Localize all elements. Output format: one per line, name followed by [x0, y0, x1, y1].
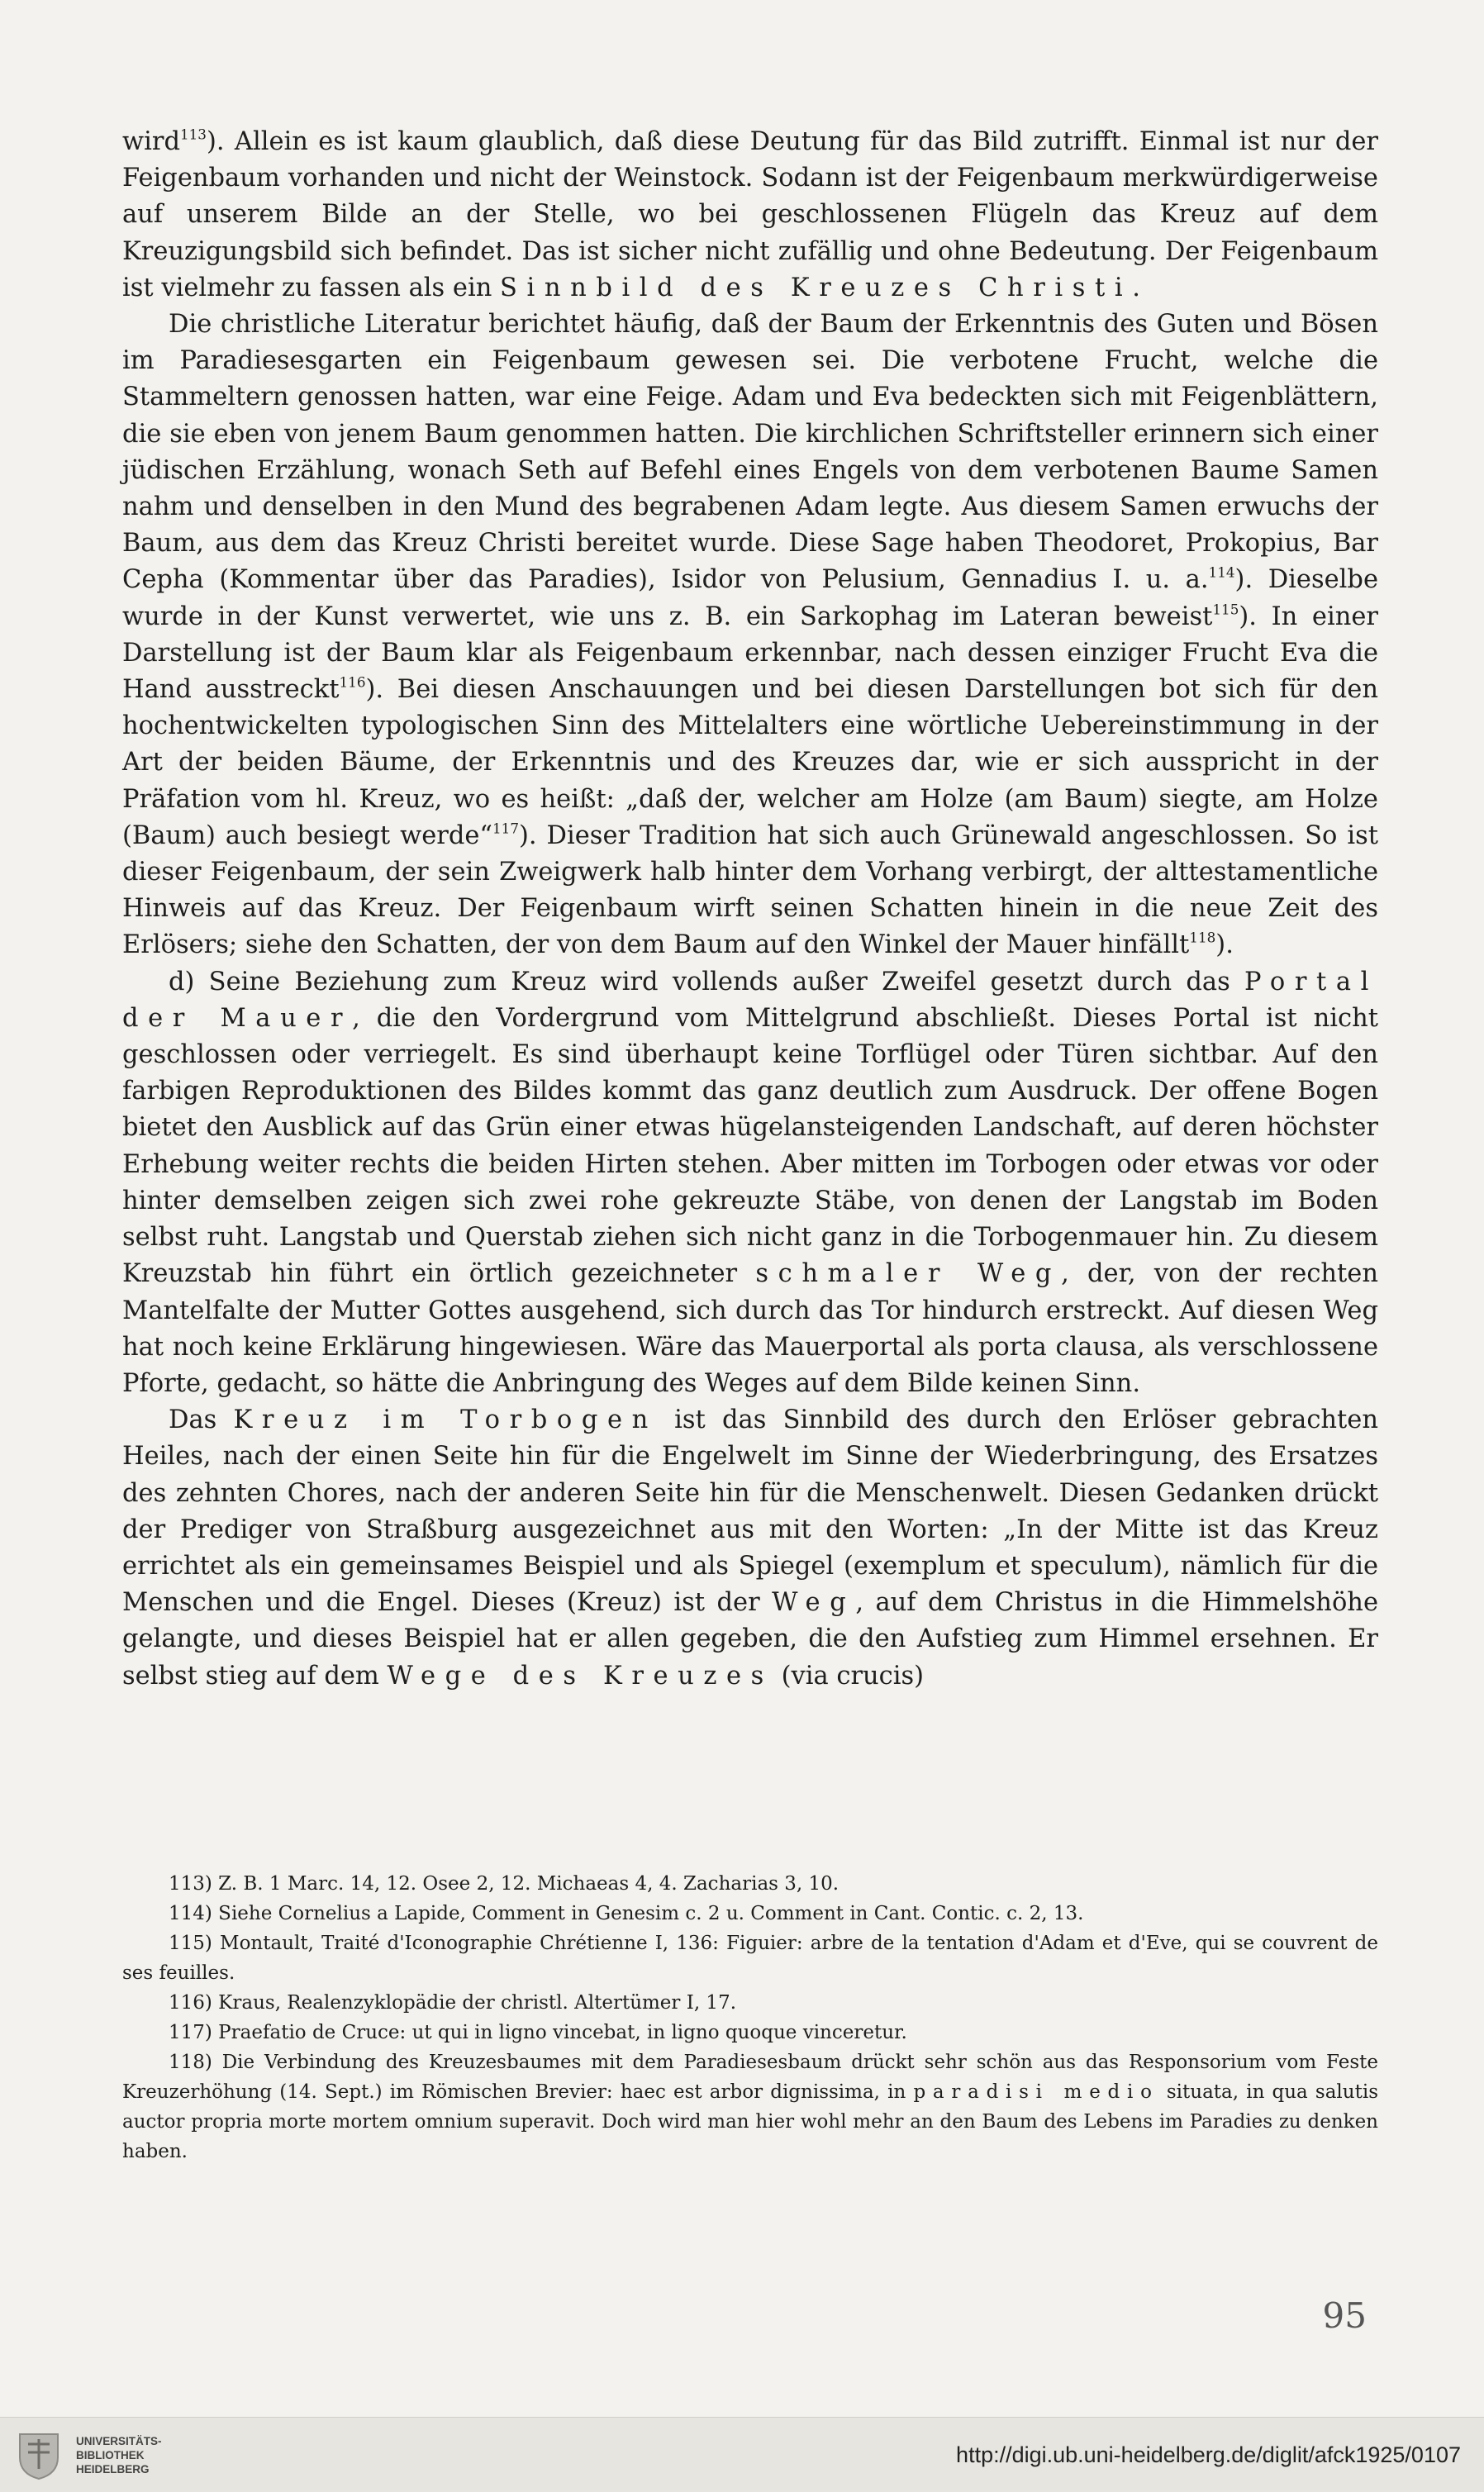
page-number: 95 [1322, 2295, 1367, 2336]
spaced-emphasis: Sinnbild des Kreuzes Christi [500, 273, 1133, 302]
spaced-emphasis: Kreuz im Torbogen [233, 1405, 658, 1435]
spaced-emphasis: paradisi medio [913, 2081, 1159, 2103]
viewer-footer [0, 2417, 1484, 2492]
spaced-emphasis: Weg [772, 1588, 856, 1618]
footnote-ref: 118 [1189, 929, 1216, 946]
university-seal-logo [17, 2429, 61, 2480]
footnote-115: 115) Montault, Traité d'Iconographie Chrétienne I, 136: Figuier: arbre de la tentation d'Adam et d'Eve, qui se couvrent de ses feuilles. [122, 1933, 1378, 1984]
spaced-emphasis: schmaler Weg [755, 1259, 1062, 1289]
footnotes [122, 1869, 1378, 2166]
footnote-ref: 114 [1208, 564, 1235, 581]
paragraph-1: wird$^{113}$). Allein es ist kaum glaublich, daß diese Deutung für das Bild zutrifft. Einmal ist nur der Feigenbaum vorhanden und nicht der Weinstock. Sodann ist der Feigenbaum merkwürdigerweise auf unserem Bilde an der Stelle, wo bei geschlossenen Flügeln das Kreuz auf dem Kreuzigungsbild sich befindet. Das ist sicher nicht zufällig und ohne Bedeutung. Der Feigenbaum ist vielmehr zu fassen als ein Sinnbild des Kreuzes Christi. [122, 126, 1378, 302]
footnote-ref: 115 [1212, 601, 1239, 618]
spaced-emphasis: Portal der Mauer [122, 967, 1378, 1033]
footnote-ref: 113 [179, 126, 207, 143]
footnote-ref: 116 [339, 673, 366, 691]
paragraph-4: Das Kreuz im Torbogen ist das Sinnbild des durch den Erlöser gebrachten Heiles, nach der einen Seite hin für die Engelwelt im Sinne der Wiederbringung, des Ersatzes des zehnten Chores, nach der anderen Seite hin für die Menschenwelt. Diesen Gedanken drückt der Prediger von Straßburg ausgezeichnet aus mit den Worten: „In der Mitte ist das Kreuz errichtet als ein gemeinsames Beispiel und als Spiegel (exemplum et speculum), nämlich für die Menschen und die Engel. Dieses (Kreuz) ist der Weg, auf dem Christus in die Himmelshöhe gelangte, und dieses Beispiel hat er allen gegeben, die den Aufstieg zum Himmel ersehnen. Er selbst stieg auf dem Wege des Kreuzes (via crucis) [122, 1405, 1378, 1691]
library-name: UNIVERSITÄTS- BIBLIOTHEK HEIDELBERG [76, 2435, 162, 2475]
footnote-116: 116) Kraus, Realenzyklopädie der christl. Altertümer I, 17. [169, 1992, 737, 2014]
footnote-113: 113) Z. B. 1 Marc. 14, 12. Osee 2, 12. Michaeas 4, 4. Zacharias 3, 10. [169, 1873, 840, 1895]
spaced-emphasis: Wege des Kreuzes [387, 1661, 773, 1691]
footnote-ref: 117 [492, 820, 520, 837]
body-text [122, 124, 1378, 1695]
footnote-118: 118) Die Verbindung des Kreuzesbaumes mit dem Paradiesesbaum drückt sehr schön aus das Responsorium vom Feste Kreuzerhöhung (14. Sept.) im Römischen Brevier: haec est arbor dignissima, in paradisi medio situata, in qua salutis auctor propria morte mortem omnium superavit. Doch wird man hier wohl mehr an den Baum des Lebens im Paradies zu denken haben. [122, 2052, 1379, 2162]
footnote-117: 117) Praefatio de Cruce: ut qui in ligno vincebat, in ligno quoque vinceretur. [169, 2022, 907, 2043]
footnote-114: 114) Siehe Cornelius a Lapide, Comment in Genesim c. 2 u. Comment in Cant. Contic. c. 2, 13. [169, 1903, 1084, 1924]
source-url[interactable]: http://digi.ub.uni-heidelberg.de/diglit/afck1925/0107 [956, 2442, 1461, 2467]
paragraph-2: Die christliche Literatur berichtet häufig, daß der Baum der Erkenntnis des Guten und Bösen im Paradiesesgarten ein Feigenbaum gewesen sei. Die verbotene Frucht, welche die Stammeltern genossen hatten, war eine Feige. Adam und Eva bedeckten sich mit Feigenblättern, die sie eben von jenem Baum genommen hatten. Die kirchlichen Schriftsteller erinnern sich einer jüdischen Erzählung, wonach Seth auf Befehl eines Engels von dem verbotenen Baume Samen nahm und denselben in den Mund des begrabenen Adam legte. Aus diesem Samen erwuchs der Baum, aus dem das Kreuz Christi bereitet wurde. Diese Sage haben Theodoret, Prokopius, Bar Cepha (Kommentar über das Paradies), Isidor von Pelusium, Gennadius I. u. a.$^{114}$). Dieselbe wurde in der Kunst verwertet, wie uns z. B. ein Sarkophag im Lateran beweist$^{115}$). In einer Darstellung ist der Baum klar als Feigenbaum erkennbar, nach dessen einziger Frucht Eva die Hand ausstreckt$^{116}$). Bei diesen Anschauungen und bei diesen Darstellungen bot sich für den hochentwickelten typologischen Sinn des Mittelalters eine wörtliche Uebereinstimmung in der Art der beiden Bäume, der Erkenntnis und des Kreuzes dar, wie er sich ausspricht in der Präfation vom hl. Kreuz, wo es heißt: „daß der, welcher am Holze (am Baum) siegte, am Holze (Baum) auch besiegt werde“$^{117}$). Dieser Tradition hat sich auch Grünewald angeschlossen. So ist dieser Feigenbaum, der sein Zweigwerk halb hinter dem Vorhang verbirgt, der alttestamentliche Hinweis auf das Kreuz. Der Feigenbaum wirft seinen Schatten hinein in die neue Zeit des Erlösers; siehe den Schatten, der von dem Baum auf den Winkel der Mauer hinfällt$^{118}$). [122, 310, 1379, 960]
paragraph-3: d) Seine Beziehung zum Kreuz wird vollends außer Zweifel gesetzt durch das Portal der Mauer, die den Vordergrund vom Mittelgrund abschließt. Dieses Portal ist nicht geschlossen oder verriegelt. Es sind überhaupt keine Torflügel oder Türen sichtbar. Auf den farbigen Reproduktionen des Bildes kommt das ganz deutlich zum Ausdruck. Der offene Bogen bietet den Ausblick auf das Grün einer etwas hügelansteigenden Landschaft, auf deren höchster Erhebung weiter rechts die beiden Hirten stehen. Aber mitten im Torbogen oder etwas vor oder hinter demselben zeigen sich zwei rohe gekreuzte Stäbe, von denen der Langstab im Boden selbst ruht. Langstab und Querstab ziehen sich nicht ganz in die Torbogenmauer hin. Zu diesem Kreuzstab hin führt ein örtlich gezeichneter schmaler Weg, der, von der rechten Mantelfalte der Mutter Gottes ausgehend, sich durch das Tor hindurch erstreckt. Auf diesen Weg hat noch keine Erklärung hingewiesen. Wäre das Mauerportal als porta clausa, als verschlossene Pforte, gedacht, so hätte die Anbringung des Weges auf dem Bilde keinen Sinn. [122, 967, 1378, 1398]
